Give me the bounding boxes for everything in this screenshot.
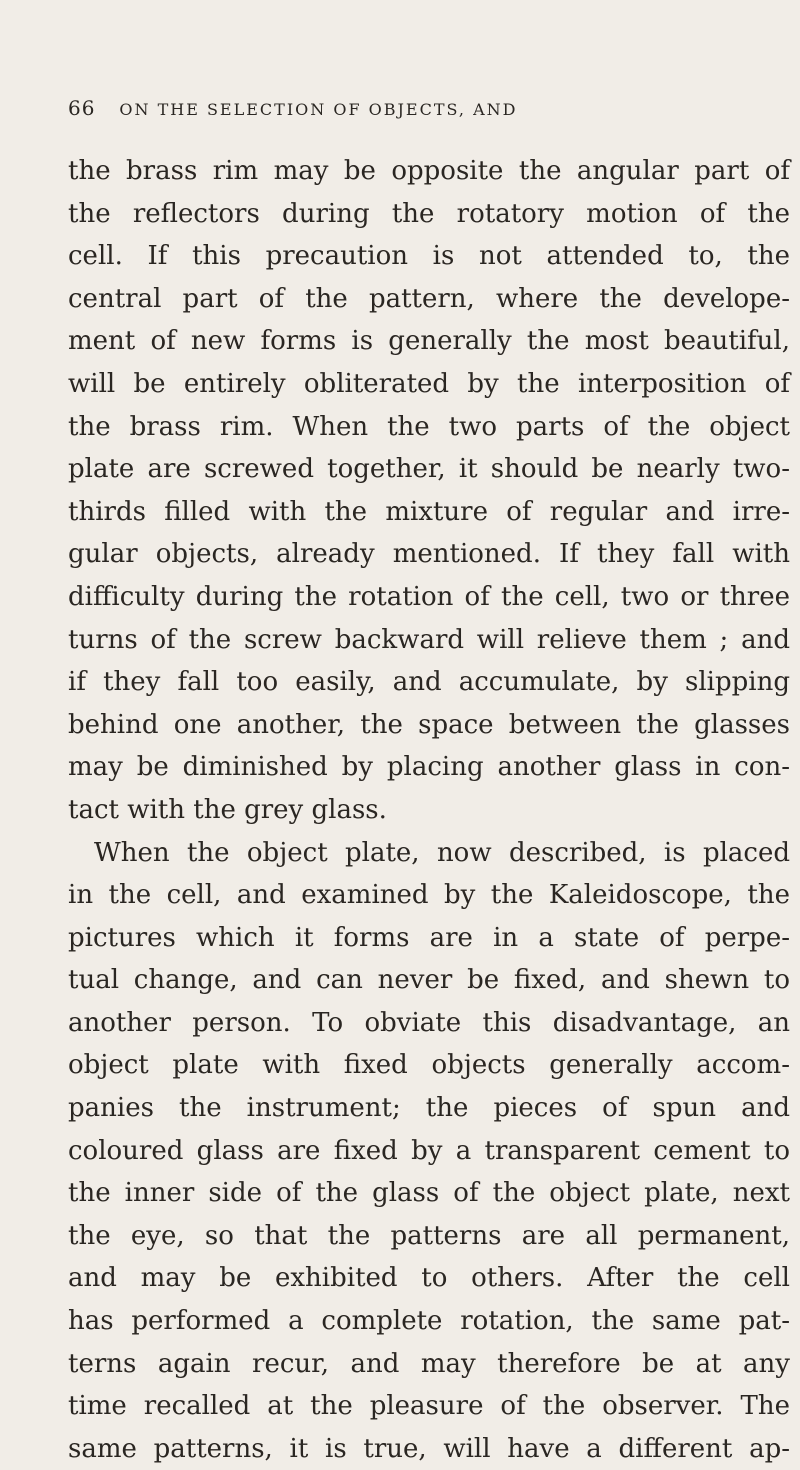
text-line: object plate with fixed objects generally accom- — [68, 1050, 790, 1081]
text-line: will be entirely obliterated by the interposition of — [68, 368, 790, 399]
text-line: plate are screwed together, it should be nearly two- — [68, 454, 790, 485]
text-line: tact with the grey glass. — [68, 794, 387, 825]
text-line: behind one another, the space between the glasses — [68, 709, 790, 740]
text-line: turns of the screw backward will relieve them ; and — [68, 624, 790, 655]
text-line: When the object plate, now described, is placed — [94, 837, 790, 868]
text-line: time recalled at the pleasure of the observer. The — [68, 1391, 790, 1422]
text-line: same patterns, it is true, will have a different ap- — [68, 1433, 790, 1464]
text-line: the inner side of the glass of the object plate, next — [68, 1178, 790, 1209]
text-line: ment of new forms is generally the most beautiful, — [68, 326, 790, 357]
text-line: the eye, so that the patterns are all permanent, — [68, 1220, 790, 1251]
text-line: gular objects, already mentioned. If they fall with — [68, 539, 790, 570]
text-line: cell. If this precaution is not attended to, the — [68, 241, 790, 272]
running-head — [68, 88, 760, 128]
text-line: may be diminished by placing another glass in con- — [68, 752, 790, 783]
text-line: the reflectors during the rotatory motion of the — [68, 198, 790, 229]
text-line: coloured glass are fixed by a transparent cement to — [68, 1135, 790, 1166]
text-line: in the cell, and examined by the Kaleidoscope, the — [68, 880, 790, 911]
text-line: another person. To obviate this disadvantage, an — [68, 1007, 790, 1038]
text-line: terns again recur, and may therefore be at any — [68, 1348, 790, 1379]
text-line: pictures which it forms are in a state of perpe- — [68, 922, 790, 953]
text-line: the brass rim. When the two parts of the object — [68, 411, 790, 442]
body-text — [68, 150, 790, 1470]
text-line: thirds filled with the mixture of regular and irre- — [68, 496, 790, 527]
text-line: the brass rim may be opposite the angular part of — [68, 156, 790, 186]
text-line: and may be exhibited to others. After the cell — [68, 1263, 790, 1294]
text-line: has performed a complete rotation, the same pat- — [68, 1306, 790, 1337]
running-title: ON THE SELECTION OF OBJECTS, AND — [119, 100, 518, 119]
text-line: difficulty during the rotation of the cell, two or three — [68, 581, 790, 612]
text-line: central part of the pattern, where the develope- — [68, 283, 790, 314]
text-line: panies the instrument; the pieces of spun and — [68, 1093, 790, 1124]
page-number: 66 — [68, 96, 96, 120]
text-line: if they fall too easily, and accumulate, by slipping — [68, 667, 790, 698]
text-line: tual change, and can never be fixed, and shewn to — [68, 965, 790, 996]
